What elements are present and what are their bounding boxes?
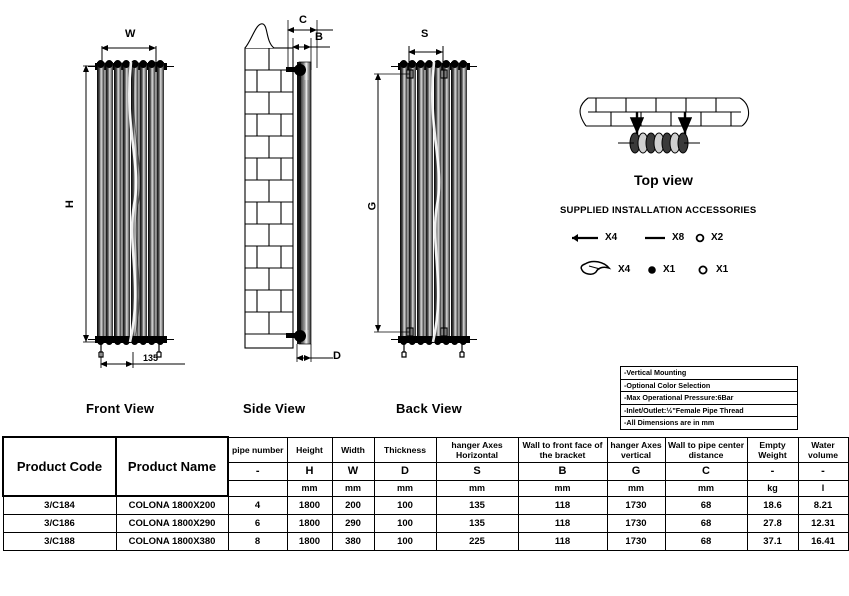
symbol-hanger-axes-vertical: G <box>607 462 665 480</box>
long-screw-icon <box>572 234 598 242</box>
cell-g: 1730 <box>607 496 665 515</box>
symbol-empty-weight: - <box>747 462 798 480</box>
unit-hanger-axes-horizontal: mm <box>436 480 518 496</box>
cell-pipes: 6 <box>228 515 287 533</box>
cell-c: 68 <box>665 533 747 551</box>
accessories-title: SUPPLIED INSTALLATION ACCESSORIES <box>560 205 757 216</box>
table-row <box>3 515 848 533</box>
wall-plug-icon <box>581 261 609 274</box>
symbol-width: W <box>332 462 374 480</box>
unit-empty-weight: kg <box>747 480 798 496</box>
dim-label-s: S <box>421 28 429 40</box>
unit-water-volume: l <box>798 480 848 496</box>
cell-name: COLONA 1800X380 <box>116 533 228 551</box>
header-hanger-axes-horizontal: hanger Axes Horizontal <box>436 437 518 462</box>
note-inlet-outlet: -Inlet/Outlet:½"Female Pipe Thread <box>621 405 797 418</box>
symbol-thickness: D <box>374 462 436 480</box>
side-view-drawing <box>245 20 333 362</box>
cell-name: COLONA 1800X290 <box>116 515 228 533</box>
front-view-label: Front View <box>86 401 155 416</box>
note-color-selection: -Optional Color Selection <box>621 380 797 393</box>
front-view-drawing <box>83 46 185 368</box>
accessory-qty-open-cap: X1 <box>716 264 729 275</box>
back-view-drawing <box>374 46 477 357</box>
unit-hanger-axes-vertical: mm <box>607 480 665 496</box>
unit-pipe-number <box>228 480 287 496</box>
unit-wall-to-front-face: mm <box>518 480 607 496</box>
back-view-label: Back View <box>396 401 462 416</box>
cell-weight: 18.6 <box>747 496 798 515</box>
symbol-water-volume: - <box>798 462 848 480</box>
header-wall-to-front-face: Wall to front face of the bracket <box>518 437 607 462</box>
cell-code: 3/C186 <box>3 515 116 533</box>
note-vertical-mounting: -Vertical Mounting <box>621 367 797 380</box>
header-thickness: Thickness <box>374 437 436 462</box>
open-cap-icon <box>699 266 706 273</box>
cell-b: 118 <box>518 496 607 515</box>
header-wall-to-pipe-center: Wall to pipe center distance <box>665 437 747 462</box>
cell-d: 100 <box>374 515 436 533</box>
note-dimensions-mm: -All Dimensions are in mm <box>624 418 715 428</box>
dim-label-h: H <box>64 199 77 209</box>
cell-w: 290 <box>332 515 374 533</box>
header-water-volume: Water volume <box>798 437 848 462</box>
cell-pipes: 8 <box>228 533 287 551</box>
cell-g: 1730 <box>607 515 665 533</box>
cell-volume: 12.31 <box>798 515 848 533</box>
cell-h: 1800 <box>287 496 332 515</box>
cell-b: 118 <box>518 515 607 533</box>
cell-code: 3/C184 <box>3 496 116 515</box>
symbol-wall-to-front-face: B <box>518 462 607 480</box>
top-view-label: Top view <box>634 172 693 188</box>
header-empty-weight: Empty Weight <box>747 437 798 462</box>
cell-c: 68 <box>665 496 747 515</box>
accessory-qty-long-screw: X4 <box>605 232 618 243</box>
header-pipe-number: pipe number <box>228 437 287 462</box>
dim-label-c: C <box>299 14 308 26</box>
cell-weight: 37.1 <box>747 533 798 551</box>
dim-label-w: W <box>125 28 136 40</box>
header-hanger-axes-vertical: hanger Axes vertical <box>607 437 665 462</box>
table-row <box>3 496 848 515</box>
unit-wall-to-pipe-center: mm <box>665 480 747 496</box>
cell-s: 225 <box>436 533 518 551</box>
symbol-hanger-axes-horizontal: S <box>436 462 518 480</box>
header-product-name: Product Name <box>116 437 228 496</box>
cell-g: 1730 <box>607 533 665 551</box>
accessory-qty-filled-cap: X1 <box>663 264 676 275</box>
cell-w: 380 <box>332 533 374 551</box>
cell-c: 68 <box>665 515 747 533</box>
table-header-row-main <box>3 437 848 462</box>
dim-label-g: G <box>366 201 379 211</box>
unit-thickness: mm <box>374 480 436 496</box>
cell-code: 3/C188 <box>3 533 116 551</box>
filled-cap-icon <box>648 266 656 274</box>
cell-volume: 16.41 <box>798 533 848 551</box>
table-row <box>3 533 848 551</box>
symbol-pipe-number: - <box>228 462 287 480</box>
ring-washer-icon <box>697 235 704 242</box>
symbol-wall-to-pipe-center: C <box>665 462 747 480</box>
notes-box <box>620 366 798 430</box>
header-product-code: Product Code <box>3 437 116 496</box>
cell-volume: 8.21 <box>798 496 848 515</box>
cell-s: 135 <box>436 496 518 515</box>
note-max-pressure: -Max Operational Pressure:6Bar <box>621 392 797 405</box>
cell-name: COLONA 1800X200 <box>116 496 228 515</box>
symbol-height: H <box>287 462 332 480</box>
dim-label-d: D <box>333 350 342 362</box>
dim-label-b: B <box>315 31 324 43</box>
cell-d: 100 <box>374 496 436 515</box>
cell-h: 1800 <box>287 515 332 533</box>
header-height: Height <box>287 437 332 462</box>
specification-table <box>2 436 849 551</box>
header-width: Width <box>332 437 374 462</box>
cell-h: 1800 <box>287 533 332 551</box>
accessory-icons <box>572 234 707 274</box>
side-view-label: Side View <box>243 401 306 416</box>
unit-height: mm <box>287 480 332 496</box>
cell-s: 135 <box>436 515 518 533</box>
accessory-qty-ring-washer: X2 <box>711 232 724 243</box>
accessory-qty-short-screw: X8 <box>672 232 685 243</box>
cell-w: 200 <box>332 496 374 515</box>
cell-pipes: 4 <box>228 496 287 515</box>
cell-weight: 27.8 <box>747 515 798 533</box>
top-view-drawing <box>580 98 749 153</box>
unit-width: mm <box>332 480 374 496</box>
dim-label-bottom-135: 135 <box>143 353 159 363</box>
cell-d: 100 <box>374 533 436 551</box>
cell-b: 118 <box>518 533 607 551</box>
accessory-qty-wall-plug: X4 <box>618 264 631 275</box>
